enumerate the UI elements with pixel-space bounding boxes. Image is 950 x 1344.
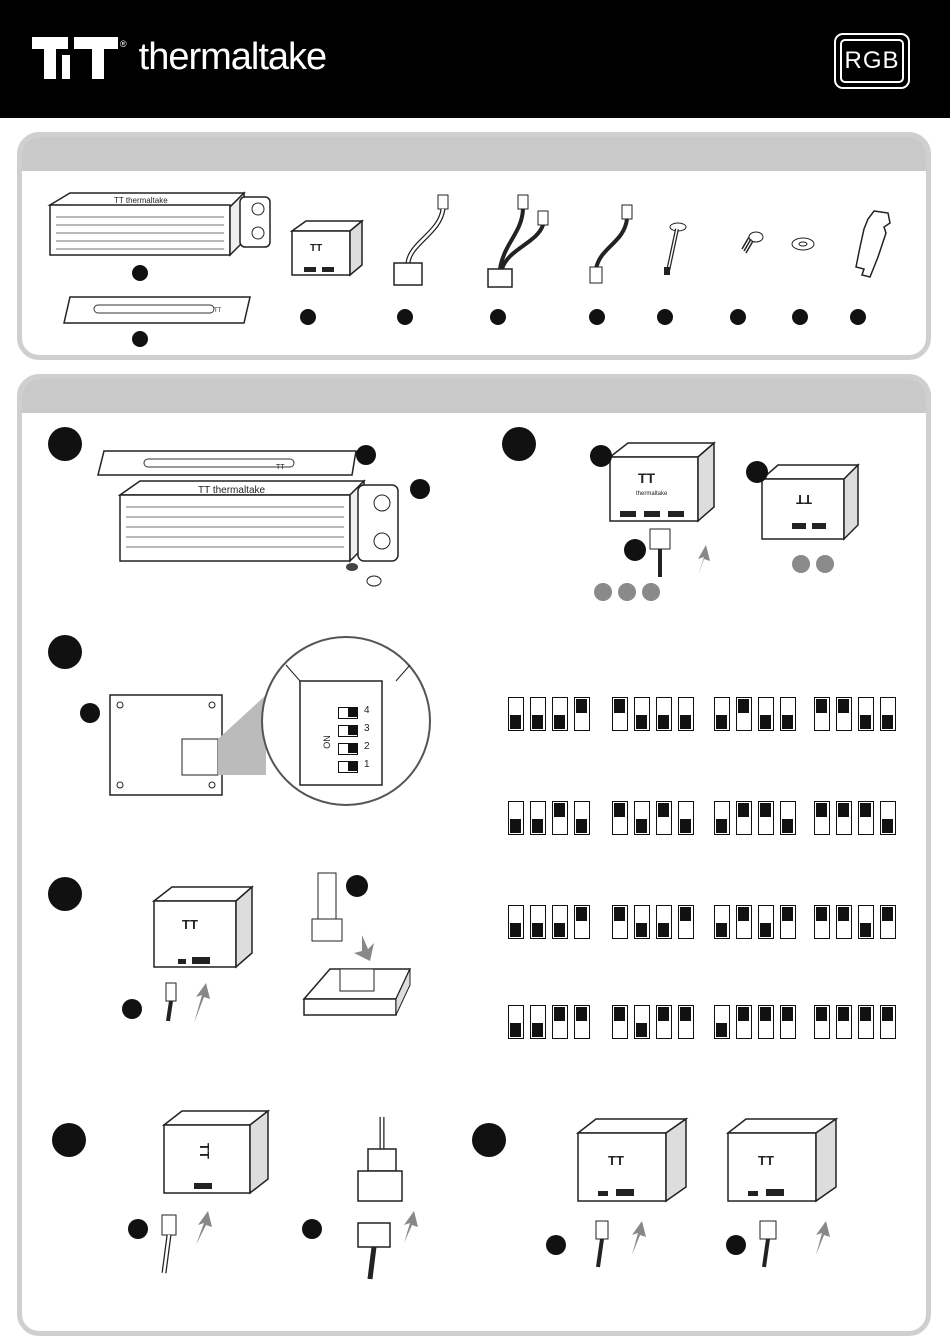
tt-logo-icon bbox=[32, 37, 118, 79]
dip-switch-2 bbox=[634, 801, 650, 835]
dip-switch-3 bbox=[552, 1005, 568, 1039]
dip-switch-4 bbox=[678, 697, 694, 731]
svg-text:TT: TT bbox=[214, 308, 222, 314]
radiator-assembly-illustration bbox=[94, 441, 434, 591]
dip-combo-16 bbox=[814, 1005, 896, 1039]
cable-b-illustration bbox=[756, 1215, 846, 1275]
adapter-cable-icon bbox=[390, 193, 460, 293]
dip-switch-3 bbox=[758, 801, 774, 835]
step1-marker-radiator bbox=[410, 479, 430, 499]
dip-switch-2 bbox=[530, 697, 546, 731]
step1-marker-plate bbox=[356, 445, 376, 465]
dip-switch-2 bbox=[736, 697, 752, 731]
step3-marker-controller bbox=[80, 703, 100, 723]
svg-text:TT thermaltake: TT thermaltake bbox=[114, 196, 168, 205]
dip-number-4: 4 bbox=[364, 705, 370, 716]
step5-marker-adapter bbox=[302, 1219, 322, 1239]
step5-marker-usb bbox=[128, 1219, 148, 1239]
dip-switch-3 bbox=[656, 905, 672, 939]
long-screw-icon bbox=[658, 221, 688, 281]
registered-mark: ® bbox=[120, 38, 127, 49]
dip-combo-10 bbox=[612, 905, 694, 939]
dip-switch-4 bbox=[880, 1005, 896, 1039]
step4-marker-connector bbox=[122, 999, 142, 1019]
dip-switch-4 bbox=[678, 905, 694, 939]
dip-combo-5 bbox=[508, 801, 590, 835]
controller-side-b-illustration bbox=[722, 1115, 842, 1211]
dip-switch-1 bbox=[508, 1005, 524, 1039]
part-marker-3 bbox=[300, 309, 316, 325]
dip-switch-1 bbox=[714, 1005, 730, 1039]
dip-switch-2 bbox=[530, 801, 546, 835]
dip-combo-1 bbox=[508, 697, 590, 731]
dip-switch-4 bbox=[780, 801, 796, 835]
part-marker-5 bbox=[490, 309, 506, 325]
step-marker-2 bbox=[502, 427, 536, 461]
step4-marker-header bbox=[346, 875, 368, 897]
svg-text:TT: TT bbox=[608, 1153, 624, 1168]
brand-logo bbox=[32, 36, 326, 79]
controller-side-a-illustration bbox=[572, 1115, 692, 1211]
connector-plug-illustration bbox=[646, 527, 716, 583]
svg-text:TT: TT bbox=[796, 492, 812, 507]
dip-switch-1 bbox=[814, 801, 830, 835]
part-marker-2 bbox=[132, 331, 148, 347]
dip-switch-1 bbox=[612, 1005, 628, 1039]
controller-back-illustration bbox=[756, 461, 866, 545]
dip-switch-table bbox=[508, 697, 908, 1037]
dip-switch-2 bbox=[836, 905, 852, 939]
dip-switch-2 bbox=[530, 1005, 546, 1039]
dip-switch-3 bbox=[858, 905, 874, 939]
adapter-connect-illustration bbox=[328, 1113, 438, 1283]
svg-text:TT: TT bbox=[276, 464, 285, 471]
dip-switch-2 bbox=[634, 905, 650, 939]
dip-combo-6 bbox=[612, 801, 694, 835]
dip-switch-2 bbox=[836, 1005, 852, 1039]
step2-marker-gray-1 bbox=[594, 583, 612, 601]
dip-switch-3 bbox=[758, 697, 774, 731]
rgb-badge-label: RGB bbox=[840, 39, 904, 83]
wrench-icon bbox=[840, 207, 896, 279]
part-marker-4 bbox=[397, 309, 413, 325]
part-marker-6 bbox=[589, 309, 605, 325]
usb-connector-illustration bbox=[152, 1209, 232, 1279]
dip-combo-7 bbox=[714, 801, 796, 835]
step2-marker-connector bbox=[624, 539, 646, 561]
dip-switch-2 bbox=[634, 697, 650, 731]
rgb-badge bbox=[834, 33, 910, 89]
part-marker-10 bbox=[850, 309, 866, 325]
dip-switch-3 bbox=[758, 905, 774, 939]
svg-text:TT: TT bbox=[197, 1143, 212, 1159]
dip-switch-4 bbox=[880, 697, 896, 731]
header-bar bbox=[0, 0, 950, 118]
svg-text:thermaltake: thermaltake bbox=[636, 491, 668, 497]
dip-combo-4 bbox=[814, 697, 896, 731]
dip-switch-1 bbox=[714, 697, 730, 731]
dip-switch-4 bbox=[574, 697, 590, 731]
dip-switch-4 bbox=[880, 801, 896, 835]
step-marker-3 bbox=[48, 635, 82, 669]
part-marker-9 bbox=[792, 309, 808, 325]
extension-cable-icon bbox=[582, 203, 642, 293]
svg-text:TT: TT bbox=[182, 917, 198, 932]
dip-switch-1 bbox=[714, 801, 730, 835]
dip-switch-3 bbox=[858, 697, 874, 731]
dip-switch-1 bbox=[814, 697, 830, 731]
dip-switch-4 bbox=[780, 1005, 796, 1039]
part-marker-1 bbox=[132, 265, 148, 281]
dip-switch-4 bbox=[880, 905, 896, 939]
dip-switch-2 bbox=[530, 905, 546, 939]
dip-combo-9 bbox=[508, 905, 590, 939]
svg-text:TT: TT bbox=[758, 1153, 774, 1168]
dip-switch-1 bbox=[714, 905, 730, 939]
dip-combo-12 bbox=[814, 905, 896, 939]
dip-switch-2 bbox=[736, 801, 752, 835]
dip-combo-13 bbox=[508, 1005, 590, 1039]
step2-marker-gray-4 bbox=[792, 555, 810, 573]
dip-switch-4 bbox=[574, 1005, 590, 1039]
svg-text:TT: TT bbox=[310, 243, 323, 254]
parts-panel-header bbox=[22, 137, 926, 171]
cover-plate-icon bbox=[64, 295, 254, 327]
part-marker-8 bbox=[730, 309, 746, 325]
step2-marker-gray-3 bbox=[642, 583, 660, 601]
installation-panel bbox=[17, 374, 931, 1336]
step6-marker-b bbox=[726, 1235, 746, 1255]
dip-switch-3 bbox=[656, 801, 672, 835]
dip-switch-2 bbox=[634, 1005, 650, 1039]
dip-number-1: 1 bbox=[364, 759, 370, 770]
svg-text:TT: TT bbox=[638, 470, 656, 486]
dip-switch-4 bbox=[780, 905, 796, 939]
dip-switch-1 bbox=[814, 905, 830, 939]
cable-a-illustration bbox=[586, 1215, 666, 1275]
controller-connect-illustration bbox=[148, 883, 258, 977]
dip-combo-2 bbox=[612, 697, 694, 731]
parts-panel bbox=[17, 132, 931, 360]
dip-combo-11 bbox=[714, 905, 796, 939]
dip-switch-1 bbox=[612, 905, 628, 939]
dip-on-label: ON bbox=[321, 735, 332, 749]
dip-switch-4 bbox=[574, 801, 590, 835]
y-splitter-cable-icon bbox=[482, 193, 562, 293]
dip-switch-4 bbox=[678, 801, 694, 835]
dip-switch-4 bbox=[574, 905, 590, 939]
dip-switch-1 bbox=[814, 1005, 830, 1039]
dip-switch-3 bbox=[552, 697, 568, 731]
dip-switch-3 bbox=[552, 905, 568, 939]
dip-number-2: 2 bbox=[364, 741, 370, 752]
dip-switch-3 bbox=[656, 697, 672, 731]
dip-switch-4 bbox=[678, 1005, 694, 1039]
dip-switch-2 bbox=[836, 801, 852, 835]
step-marker-5 bbox=[52, 1123, 86, 1157]
installation-panel-header bbox=[22, 379, 926, 413]
dip-switch-2 bbox=[836, 697, 852, 731]
dip-switch-1 bbox=[508, 905, 524, 939]
controller-front-illustration bbox=[602, 439, 722, 529]
dip-switch-3 bbox=[656, 1005, 672, 1039]
dip-combo-8 bbox=[814, 801, 896, 835]
radiator-icon bbox=[44, 187, 284, 267]
dip-switch-4 bbox=[780, 697, 796, 731]
step6-marker-a bbox=[546, 1235, 566, 1255]
short-screw-icon bbox=[736, 229, 766, 259]
dip-switch-2 bbox=[736, 905, 752, 939]
svg-text:TT thermaltake: TT thermaltake bbox=[198, 485, 266, 496]
dip-switch-2 bbox=[736, 1005, 752, 1039]
dip-combo-14 bbox=[612, 1005, 694, 1039]
connector-arrow-illustration bbox=[152, 979, 232, 1025]
dip-combo-15 bbox=[714, 1005, 796, 1039]
step-marker-6 bbox=[472, 1123, 506, 1157]
dip-switch-3 bbox=[858, 1005, 874, 1039]
brand-name: thermaltake bbox=[138, 36, 327, 78]
dip-switch-3 bbox=[758, 1005, 774, 1039]
controller-box-icon bbox=[286, 217, 366, 279]
dip-switch-3 bbox=[552, 801, 568, 835]
step2-marker-controller-back bbox=[746, 461, 768, 483]
dip-switch-1 bbox=[508, 801, 524, 835]
step-marker-4 bbox=[48, 877, 82, 911]
part-marker-7 bbox=[657, 309, 673, 325]
dip-switch-1 bbox=[508, 697, 524, 731]
dip-number-3: 3 bbox=[364, 723, 370, 734]
dip-combo-3 bbox=[714, 697, 796, 731]
step-marker-1 bbox=[48, 427, 82, 461]
dip-switch-1 bbox=[612, 801, 628, 835]
dip-switch-closeup bbox=[321, 705, 394, 785]
controller-rotated-illustration bbox=[158, 1107, 274, 1203]
step2-marker-controller bbox=[590, 445, 612, 467]
dip-switch-3 bbox=[858, 801, 874, 835]
dip-switch-1 bbox=[612, 697, 628, 731]
step2-marker-gray-5 bbox=[816, 555, 834, 573]
step2-marker-gray-2 bbox=[618, 583, 636, 601]
washer-icon bbox=[790, 235, 816, 253]
